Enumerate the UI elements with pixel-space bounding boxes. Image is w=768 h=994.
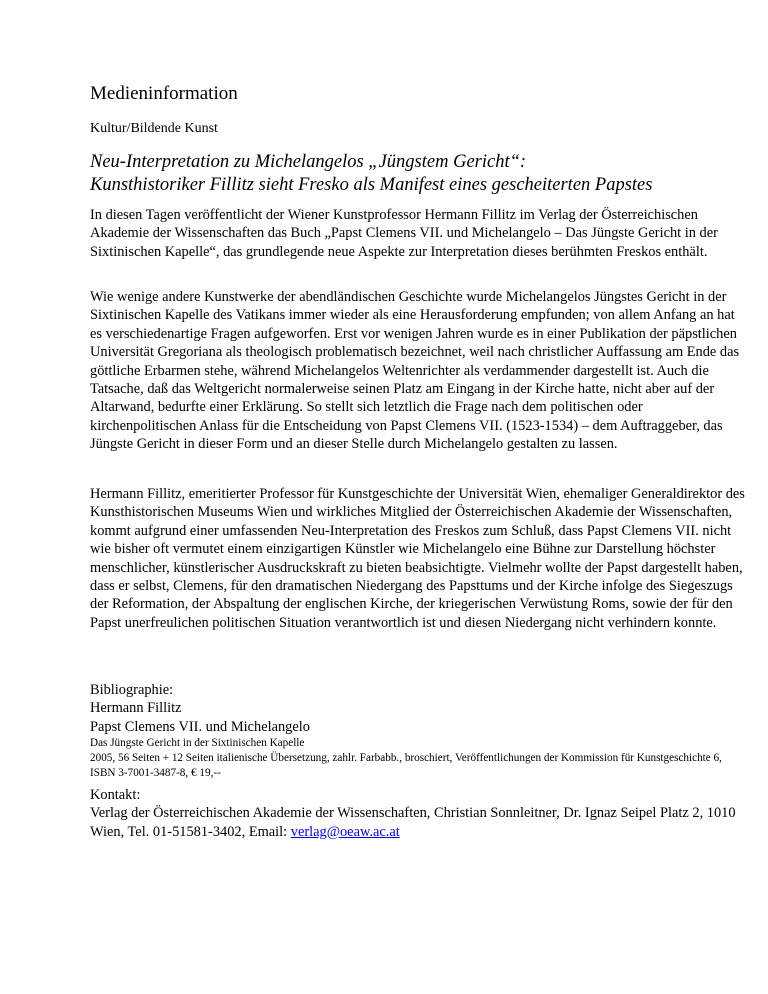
- bibliography-label: Bibliographie:: [90, 682, 174, 698]
- bibliography-details: 2005, 56 Seiten + 12 Seiten italienische Übersetzung, zahlr. Farbabb., broschiert, Veröffentlichungen der Kommission für Kunstgeschichte 6, ISBN 3-7001-3487-8, € 19,--: [90, 752, 722, 780]
- document-heading: Medieninformation: [90, 83, 238, 104]
- document-title: [90, 151, 750, 197]
- paragraph-interpretation: Hermann Fillitz, emeritierter Professor für Kunstgeschichte der Universität Wien, ehemaliger Generaldirektor des Kunsthistorischen Museums Wien und wirkliches Mitglied der Österreichischen Akademie der Wissenschaften, kommt aufgrund einer umfassenden Neu-Interpretation des Freskos zum Schluß, dass Papst Clemens VII. nicht wie bisher oft vermutet einem einzigartigen Künstler wie Michelangelo eine Bühne zur Darstellung höchster menschlicher, künstlerischer Ausdruckskraft zu bieten beabsichtigte. Vielmehr wollte der Papst dargestellt haben, dass er selbst, Clemens, für den dramatischen Niedergang des Papsttums und der Kirche infolge des Siegeszugs der Reformation, der Abspaltung der englischen Kirche, der kriegerischen Verwüstung Roms, sowie der für den Papst unerfreulichen politischen Situation verantwortlich ist und diesen Niedergang nicht verhindern konnte.: [90, 486, 745, 631]
- bibliography: [90, 681, 750, 781]
- category-label: Kultur/Bildende Kunst: [90, 121, 218, 136]
- title-line-1: Neu-Interpretation zu Michelangelos „Jüngstem Gericht“:: [90, 152, 527, 172]
- contact-label: Kontakt:: [90, 787, 141, 803]
- bibliography-book-title: Papst Clemens VII. und Michelangelo: [90, 718, 310, 735]
- title-line-2: Kunsthistoriker Fillitz sieht Fresko als Manifest eines gescheiterten Papstes: [90, 175, 653, 195]
- paragraph-intro: In diesen Tagen veröffentlicht der Wiener Kunstprofessor Hermann Fillitz im Verlag der Österreichischen Akademie der Wissenschaften das Buch „Papst Clemens VII. und Michelangelo – Das Jüngste Gericht in der Sixtinischen Kapelle“, das grundlegende neue Aspekte zur Interpretation dieses berühmten Freskos enthält.: [90, 207, 718, 260]
- contact-text: Verlag der Österreichischen Akademie der Wissenschaften, Christian Sonnleitner, Dr. Ignaz Seipel Platz 2, 1010 Wien, Tel. 01-51581-3402, Email:: [90, 805, 736, 840]
- email-link[interactable]: verlag@oeaw.ac.at: [290, 823, 400, 840]
- contact-section: [90, 786, 750, 841]
- bibliography-author: Hermann Fillitz: [90, 700, 182, 717]
- bibliography-subtitle: Das Jüngste Gericht in der Sixtinischen Kapelle: [90, 737, 305, 750]
- paragraph-background: Wie wenige andere Kunstwerke der abendländischen Geschichte wurde Michelangelos Jüngstes Gericht in der Sixtinischen Kapelle des Vatikans immer wieder als eine Herausforderung empfunden; von allem Anfang an hat es verschiedenartige Fragen aufgeworfen. Erst vor wenigen Jahren wurde es in einer Publikation der päpstlichen Universität Gregoriana als theologisch problematisch bezeichnet, weil nach christlicher Auffassung am Ende das göttliche Erbarmen stehe, während Michelangelos Weltenrichter als verdammender dargestellt ist. Auch die Tatsache, daß das Weltgericht normalerweise seinen Platz am Eingang in der Kirche hatte, nicht aber auf der Altarwand, bedurfte einer Erklärung. So stellt sich letztlich die Frage nach dem politischen oder kirchenpolitischen Anlass für die Entscheidung von Papst Clemens VII. (1523-1534) – dem Auftraggeber, das Jüngste Gericht in dieser Form und an dieser Stelle durch Michelangelo gestalten zu lassen.: [90, 289, 740, 453]
